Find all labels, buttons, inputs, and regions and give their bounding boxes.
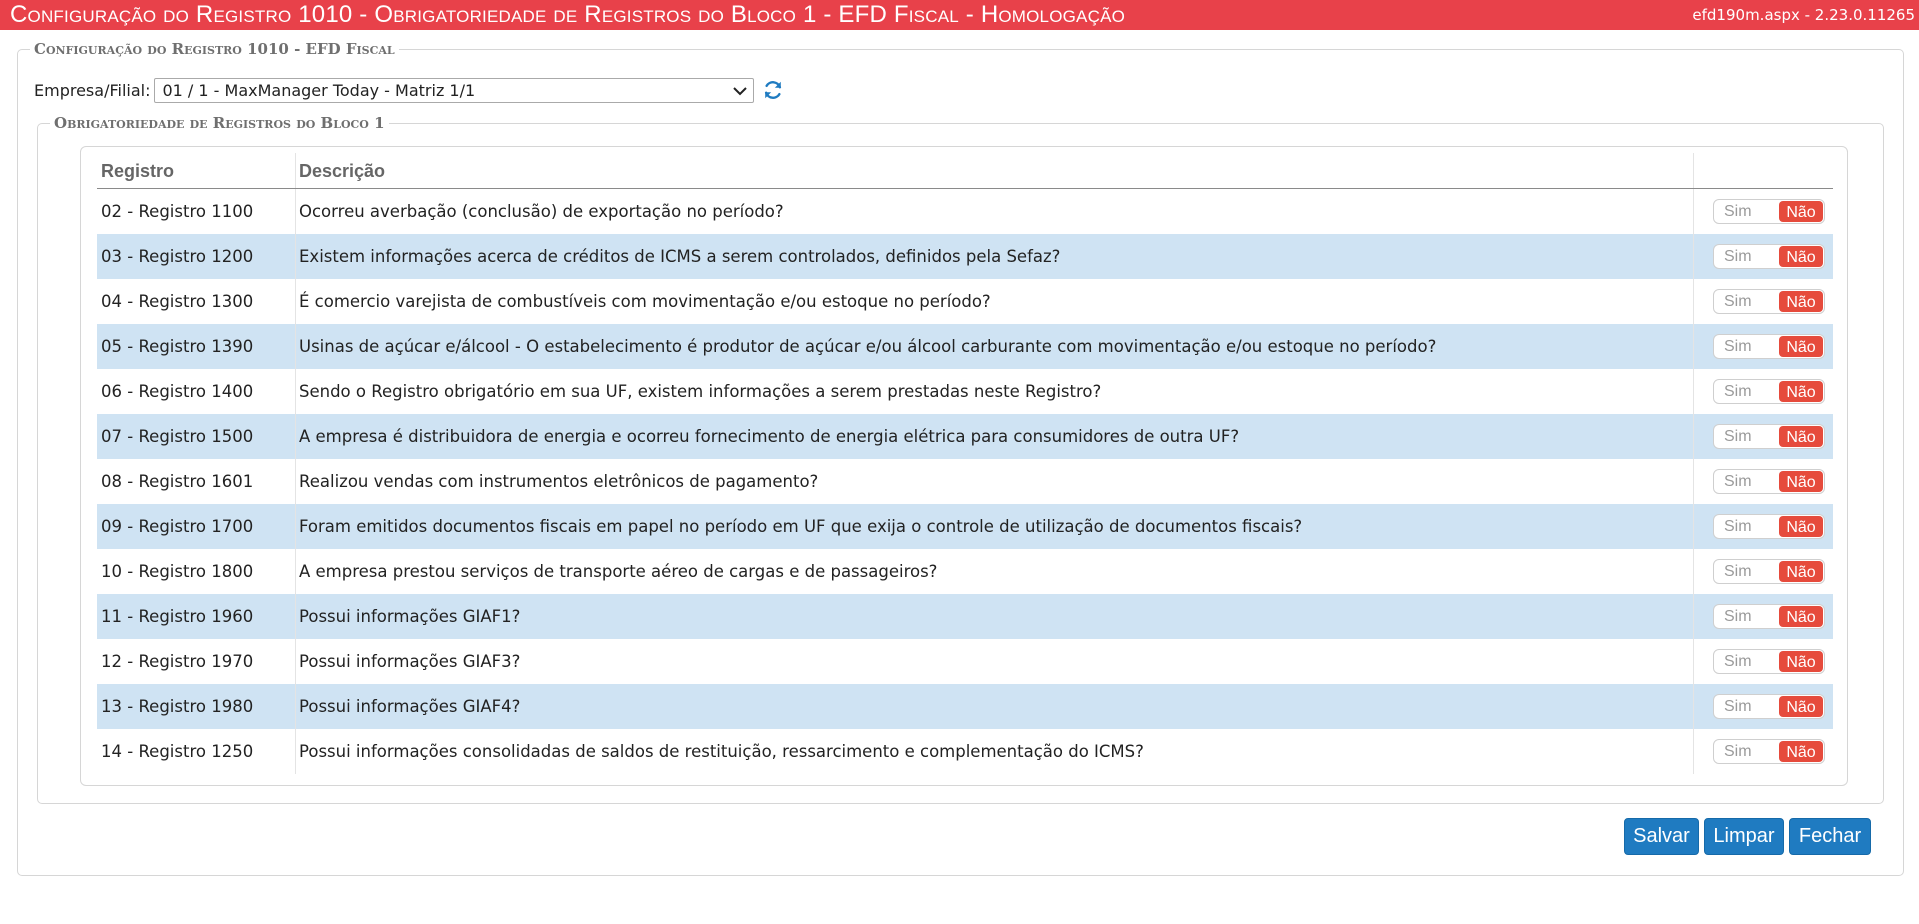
registro-cell: 05 - Registro 1390	[101, 337, 254, 356]
title-bar	[0, 0, 1919, 30]
sim-nao-toggle[interactable]	[1713, 244, 1825, 269]
table-row	[97, 369, 1833, 414]
column-divider	[1693, 153, 1694, 188]
registro-cell: 03 - Registro 1200	[101, 247, 254, 266]
column-divider	[295, 279, 296, 324]
descricao-cell: Possui informações consolidadas de saldos de restituição, ressarcimento e complementação do ICMS?	[299, 742, 1144, 761]
toggle-nao-option[interactable]: Não	[1779, 201, 1823, 222]
sim-nao-toggle[interactable]	[1713, 199, 1825, 224]
column-divider	[1693, 189, 1694, 234]
descricao-cell: Possui informações GIAF3?	[299, 652, 521, 671]
table-row	[97, 639, 1833, 684]
toggle-sim-option[interactable]: Sim	[1724, 203, 1752, 220]
registro-cell: 07 - Registro 1500	[101, 427, 254, 446]
page-title: Configuração do Registro 1010 - Obrigatoriedade de Registros do Bloco 1 - EFD Fiscal - Homologação	[10, 1, 1126, 28]
column-divider	[295, 189, 296, 234]
descricao-cell: Existem informações acerca de créditos de ICMS a serem controlados, definidos pela Sefaz?	[299, 247, 1061, 266]
column-divider	[295, 549, 296, 594]
sim-nao-toggle[interactable]	[1713, 604, 1825, 629]
registro-cell: 09 - Registro 1700	[101, 517, 254, 536]
table-row	[97, 504, 1833, 549]
table-row	[97, 189, 1833, 234]
toggle-nao-option[interactable]: Não	[1779, 381, 1823, 402]
table-row	[97, 324, 1833, 369]
config-panel-legend: Configuração do Registro 1010 - EFD Fiscal	[34, 40, 395, 58]
toggle-sim-option[interactable]: Sim	[1724, 518, 1752, 535]
column-divider	[295, 684, 296, 729]
table-row	[97, 684, 1833, 729]
toggle-sim-option[interactable]: Sim	[1724, 743, 1752, 760]
table-row	[97, 594, 1833, 639]
column-divider	[1693, 324, 1694, 369]
column-divider	[1693, 684, 1694, 729]
descricao-cell: A empresa prestou serviços de transporte aéreo de cargas e de passageiros?	[299, 562, 938, 581]
toggle-sim-option[interactable]: Sim	[1724, 428, 1752, 445]
column-header-registro[interactable]: Registro	[101, 161, 175, 181]
grid-rows	[97, 189, 1833, 774]
column-divider	[295, 414, 296, 459]
descricao-cell: Realizou vendas com instrumentos eletrônicos de pagamento?	[299, 472, 819, 491]
empresa-row	[34, 75, 784, 105]
column-divider	[295, 234, 296, 279]
toggle-nao-option[interactable]: Não	[1779, 246, 1823, 267]
sim-nao-toggle[interactable]	[1713, 379, 1825, 404]
toggle-sim-option[interactable]: Sim	[1724, 248, 1752, 265]
bloco-panel-legend: Obrigatoriedade de Registros do Bloco 1	[54, 114, 385, 132]
registro-cell: 12 - Registro 1970	[101, 652, 254, 671]
column-divider	[295, 639, 296, 684]
sim-nao-toggle[interactable]	[1713, 334, 1825, 359]
column-divider	[1693, 639, 1694, 684]
toggle-nao-option[interactable]: Não	[1779, 696, 1823, 717]
descricao-cell: Sendo o Registro obrigatório em sua UF, existem informações a serem prestadas neste Registro?	[299, 382, 1102, 401]
empresa-select[interactable]	[154, 78, 754, 103]
close-button[interactable]: Fechar	[1789, 818, 1871, 855]
registro-cell: 06 - Registro 1400	[101, 382, 254, 401]
column-divider	[1693, 234, 1694, 279]
column-divider	[1693, 594, 1694, 639]
registro-cell: 11 - Registro 1960	[101, 607, 254, 626]
table-row	[97, 459, 1833, 504]
column-divider	[295, 594, 296, 639]
toggle-nao-option[interactable]: Não	[1779, 561, 1823, 582]
grid-header	[97, 153, 1833, 189]
column-divider	[1693, 414, 1694, 459]
descricao-cell: Possui informações GIAF1?	[299, 607, 521, 626]
toggle-nao-option[interactable]: Não	[1779, 741, 1823, 762]
empresa-select-value: 01 / 1 - MaxManager Today - Matriz 1/1	[162, 80, 476, 100]
sim-nao-toggle[interactable]	[1713, 739, 1825, 764]
column-divider	[295, 504, 296, 549]
toggle-nao-option[interactable]: Não	[1779, 336, 1823, 357]
column-divider	[295, 153, 296, 188]
descricao-cell: A empresa é distribuidora de energia e ocorreu fornecimento de energia elétrica para consumidores de outra UF?	[299, 427, 1240, 446]
column-divider	[1693, 504, 1694, 549]
empresa-label: Empresa/Filial:	[34, 80, 151, 100]
version-label: efd190m.aspx - 2.23.0.11265	[1692, 6, 1915, 24]
registro-cell: 04 - Registro 1300	[101, 292, 254, 311]
save-button[interactable]: Salvar	[1624, 818, 1699, 855]
descricao-cell: Foram emitidos documentos fiscais em papel no período em UF que exija o controle de utilização de documentos fiscais?	[299, 517, 1303, 536]
refresh-icon[interactable]	[762, 79, 784, 101]
registro-cell: 13 - Registro 1980	[101, 697, 254, 716]
sim-nao-toggle[interactable]	[1713, 514, 1825, 539]
toggle-sim-option[interactable]: Sim	[1724, 698, 1752, 715]
column-divider	[1693, 279, 1694, 324]
toggle-sim-option[interactable]: Sim	[1724, 608, 1752, 625]
column-divider	[295, 369, 296, 414]
column-divider	[1693, 729, 1694, 774]
sim-nao-toggle[interactable]	[1713, 424, 1825, 449]
sim-nao-toggle[interactable]	[1713, 289, 1825, 314]
registros-grid	[80, 146, 1848, 786]
toggle-sim-option[interactable]: Sim	[1724, 473, 1752, 490]
toggle-sim-option[interactable]: Sim	[1724, 563, 1752, 580]
table-row	[97, 729, 1833, 774]
toggle-sim-option[interactable]: Sim	[1724, 293, 1752, 310]
toggle-sim-option[interactable]: Sim	[1724, 338, 1752, 355]
clear-button[interactable]: Limpar	[1704, 818, 1784, 855]
registro-cell: 08 - Registro 1601	[101, 472, 254, 491]
column-divider	[295, 729, 296, 774]
registro-cell: 14 - Registro 1250	[101, 742, 254, 761]
chevron-down-icon	[733, 81, 747, 100]
table-row	[97, 414, 1833, 459]
sim-nao-toggle[interactable]	[1713, 559, 1825, 584]
sim-nao-toggle[interactable]	[1713, 469, 1825, 494]
table-row	[97, 279, 1833, 324]
descricao-cell: É comercio varejista de combustíveis com movimentação e/ou estoque no período?	[299, 292, 991, 311]
toggle-nao-option[interactable]: Não	[1779, 516, 1823, 537]
descricao-cell: Ocorreu averbação (conclusão) de exportação no período?	[299, 202, 784, 221]
toggle-nao-option[interactable]: Não	[1779, 606, 1823, 627]
action-buttons	[1624, 818, 1871, 855]
toggle-nao-option[interactable]: Não	[1779, 426, 1823, 447]
column-divider	[295, 324, 296, 369]
registro-cell: 10 - Registro 1800	[101, 562, 254, 581]
toggle-nao-option[interactable]: Não	[1779, 651, 1823, 672]
column-divider	[1693, 549, 1694, 594]
table-row	[97, 234, 1833, 279]
column-divider	[1693, 459, 1694, 504]
column-header-descricao[interactable]: Descrição	[299, 161, 386, 181]
toggle-sim-option[interactable]: Sim	[1724, 653, 1752, 670]
column-divider	[295, 459, 296, 504]
descricao-cell: Usinas de açúcar e/álcool - O estabelecimento é produtor de açúcar e/ou álcool carburante com movimentação e/ou estoque no período?	[299, 337, 1437, 356]
column-divider	[1693, 369, 1694, 414]
toggle-nao-option[interactable]: Não	[1779, 471, 1823, 492]
table-row	[97, 549, 1833, 594]
registro-cell: 02 - Registro 1100	[101, 202, 254, 221]
toggle-sim-option[interactable]: Sim	[1724, 383, 1752, 400]
toggle-nao-option[interactable]: Não	[1779, 291, 1823, 312]
sim-nao-toggle[interactable]	[1713, 649, 1825, 674]
sim-nao-toggle[interactable]	[1713, 694, 1825, 719]
descricao-cell: Possui informações GIAF4?	[299, 697, 521, 716]
